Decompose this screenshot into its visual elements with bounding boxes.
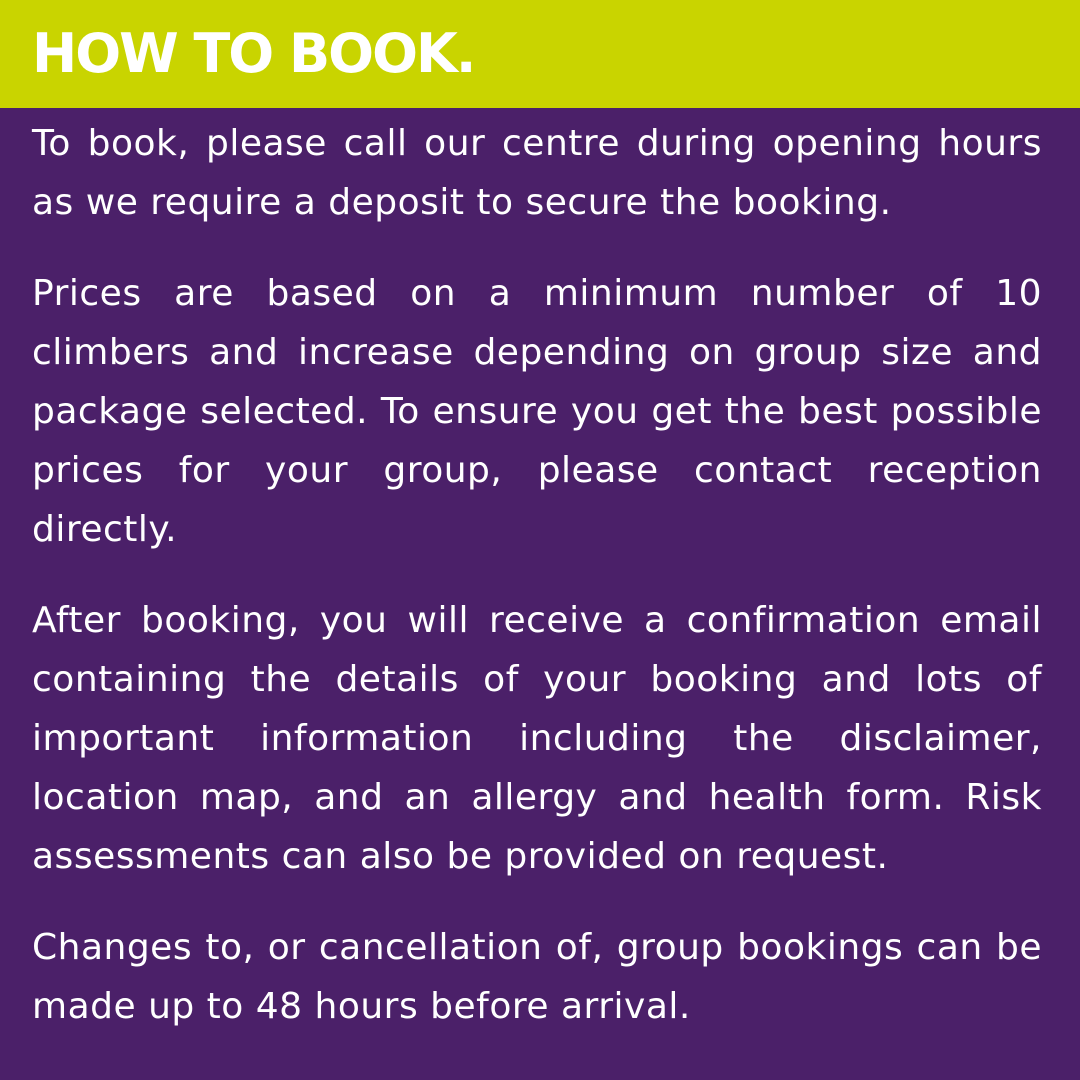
paragraph-how-to-book: To book, please call our centre during opening hours as we require a deposit to secure the booking. <box>32 123 1042 223</box>
header-bar <box>0 0 1080 108</box>
booking-info-content <box>32 114 1042 1036</box>
paragraph-changes-cancellation: Changes to, or cancellation of, group bookings can be made up to 48 hours before arrival. <box>32 927 1042 1027</box>
paragraph-prices: Prices are based on a minimum number of 10 climbers and increase depending on group size and package selected. To ensure you get the best possible prices for your group, please contact reception directly. <box>32 273 1042 550</box>
paragraph-confirmation: After booking, you will receive a confirmation email containing the details of your booking and lots of important information including the disclaimer, location map, and an allergy and health form. Risk assessments can also be provided on request. <box>32 600 1042 877</box>
page-title: HOW TO BOOK. <box>32 22 475 85</box>
